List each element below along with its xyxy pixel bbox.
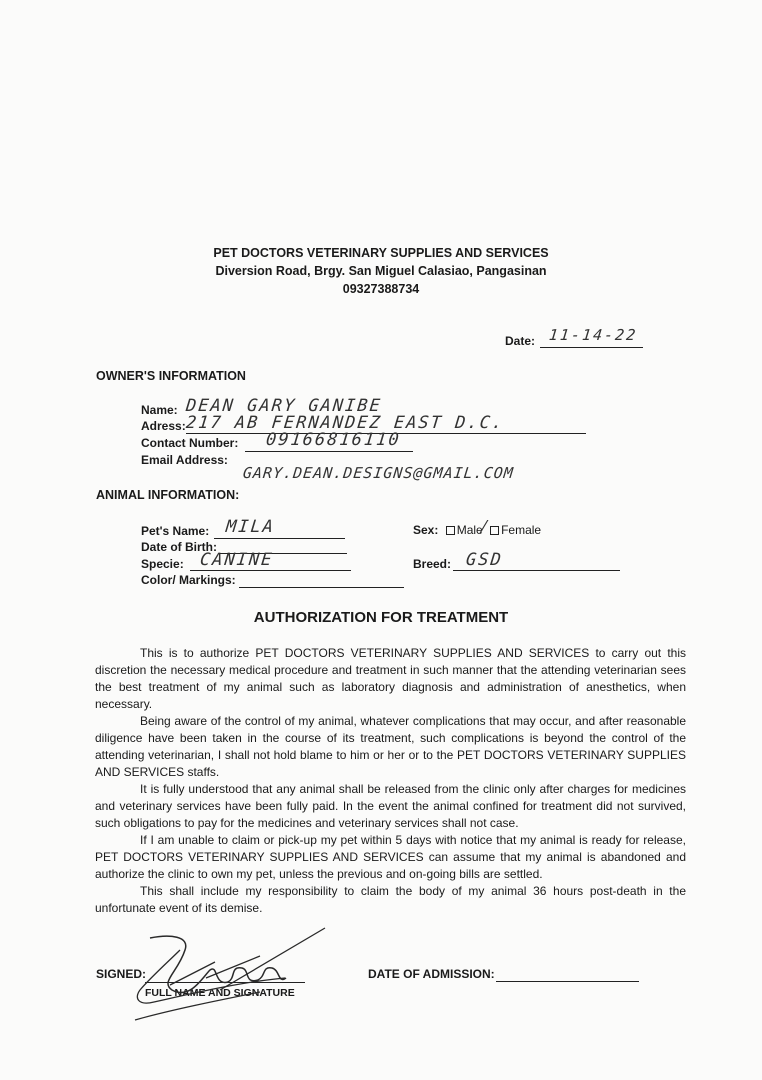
animal-section-title: ANIMAL INFORMATION: xyxy=(96,488,240,502)
signed-label: SIGNED: xyxy=(96,967,147,981)
handwritten-signature[interactable] xyxy=(110,920,340,1030)
date-label: Date: xyxy=(505,334,536,348)
date-line xyxy=(540,347,643,348)
admission-label: DATE OF ADMISSION: xyxy=(368,967,495,981)
owner-section-title: OWNER'S INFORMATION xyxy=(96,369,246,383)
color-label: Color/ Markings: xyxy=(141,573,236,587)
pet-name-value[interactable]: MILA xyxy=(224,517,277,537)
paragraph-4: If I am unable to claim or pick-up my pet within 5 days with notice that my animal is ready for release, PET DOCTORS VETERINARY SUPPLIES AND SERVICES can assume that my animal is abandoned and authorize the clinic to own my pet, unless the previous and on-going bills are settled. xyxy=(95,833,686,881)
owner-name-value[interactable]: DEAN GARY GANIBE xyxy=(184,396,383,416)
sex-male-label: Male xyxy=(456,523,483,537)
sex-label: Sex: xyxy=(413,523,439,537)
specie-label: Specie: xyxy=(141,557,184,571)
owner-contact-label: Contact Number: xyxy=(141,436,239,450)
breed-label: Breed: xyxy=(413,557,452,571)
paragraph-5: This shall include my responsibility to claim the body of my animal 36 hours post-death in the unfortunate event of its demise. xyxy=(95,884,686,915)
sex-male-checkbox[interactable] xyxy=(446,526,455,535)
pet-name-label: Pet's Name: xyxy=(141,524,210,538)
sex-field xyxy=(413,517,542,537)
paragraph-2: Being aware of the control of my animal, whatever complications that may occur, and after reasonable diligence have been taken in the course of its treatment, such complications is beyond the control of the attending veterinarian, I shall not hold blame to him or her or to the PET DOCTORS VETERINARY SUPPLIES AND SERVICES staffs. xyxy=(95,714,686,779)
owner-address-label: Adress: xyxy=(141,419,186,433)
paragraph-3: It is fully understood that any animal shall be released from the clinic only after charges for medicines and veterinary services have been fully paid. In the event the animal confined for treatment did not survived, such obligations to pay for the medicines and veterinary services shall not case. xyxy=(95,782,686,830)
breed-value[interactable]: GSD xyxy=(464,550,504,570)
owner-email-value[interactable]: GARY.DEAN.DESIGNS@GMAIL.COM xyxy=(242,464,515,482)
owner-name-label: Name: xyxy=(141,403,178,417)
date-value[interactable]: 11-14-22 xyxy=(548,326,639,344)
specie-value[interactable]: CANINE xyxy=(198,550,275,570)
authorization-title: AUTHORIZATION FOR TREATMENT xyxy=(253,609,509,626)
paragraph-1: This is to authorize PET DOCTORS VETERINARY SUPPLIES AND SERVICES to carry out this discretion the necessary medical procedure and treatment in such manner that the attending veterinarian sees the best treatment of my animal such as laboratory diagnosis and administration of anesthetics, when necessary. xyxy=(95,646,686,711)
pet-name-line xyxy=(214,538,345,539)
owner-contact-value[interactable]: 09166816110 xyxy=(264,430,402,450)
clinic-phone: 09327388734 xyxy=(342,282,420,296)
clinic-name: PET DOCTORS VETERINARY SUPPLIES AND SERVICES xyxy=(213,246,549,260)
clinic-address: Diversion Road, Brgy. San Miguel Calasiao, Pangasinan xyxy=(215,264,547,278)
color-line xyxy=(239,587,404,588)
owner-email-label: Email Address: xyxy=(141,453,228,467)
admission-line[interactable] xyxy=(496,981,639,982)
signature-caption: FULL NAME AND SIGNATURE xyxy=(145,987,295,999)
sex-female-label: Female xyxy=(501,523,542,537)
dob-label: Date of Birth: xyxy=(141,540,217,554)
checkmark-icon: ⁄ xyxy=(483,517,487,537)
sex-female-checkbox[interactable] xyxy=(490,526,499,535)
sex-female-option[interactable] xyxy=(483,517,542,537)
owner-address-value[interactable]: 217 AB FERNANDEZ EAST D.C. xyxy=(184,413,506,433)
owner-contact-line xyxy=(245,451,413,452)
specie-line xyxy=(190,570,351,571)
breed-line xyxy=(453,570,620,571)
